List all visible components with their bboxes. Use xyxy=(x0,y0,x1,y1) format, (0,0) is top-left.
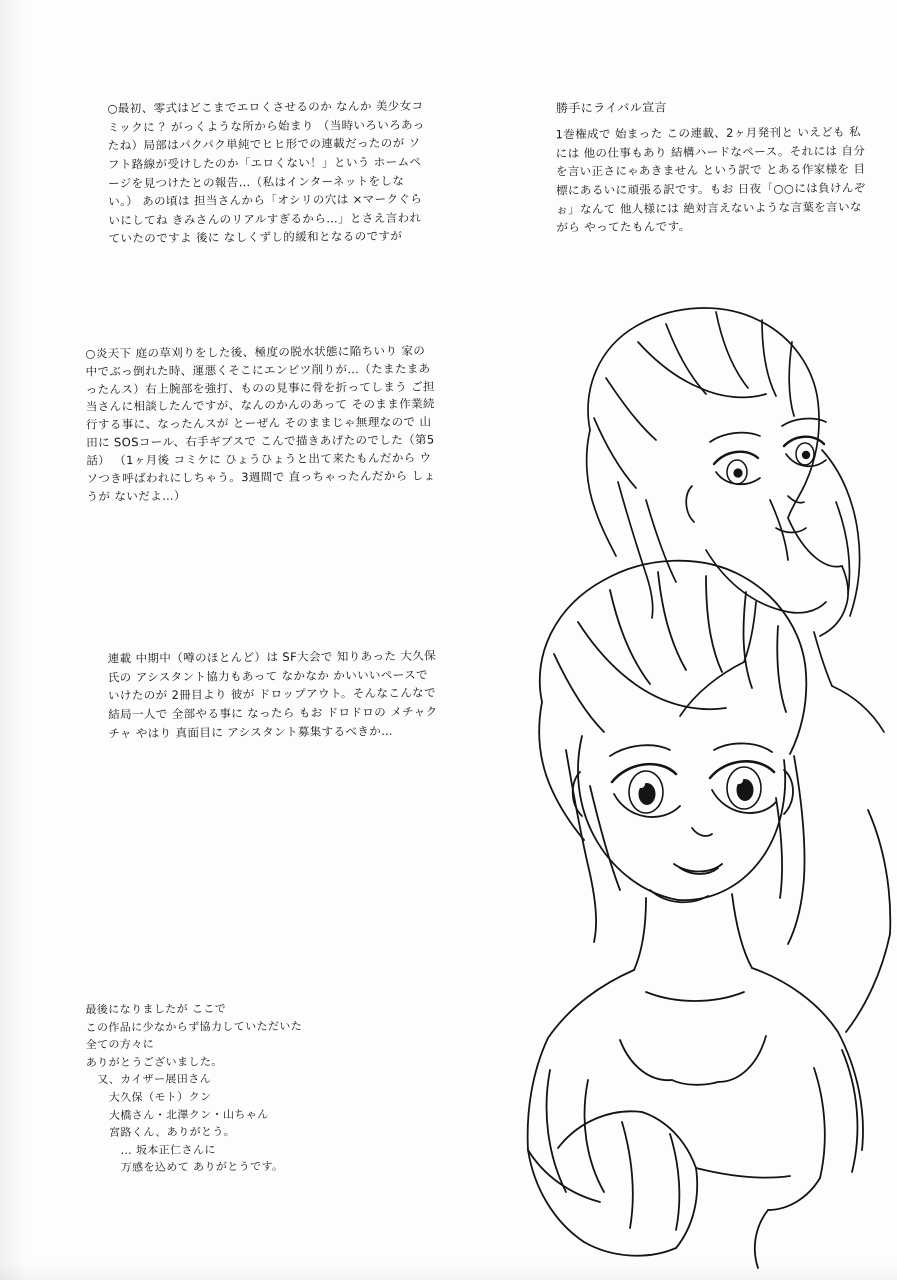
afterword-paragraph-2: ○炎天下 庭の草刈りをした後、極度の脱水状態に陥ちいり 家の中でぶっ倒れた時、運悪くそこにエンピツ削りが…（たまたまあったんス）右上腕部を強打、ものの見事に骨を折ってしまう ご担当さんに相談したんですが、なんのかんのあって そのまま作業続行する事に、なったんスが とーぜん そのままじゃ無理なので 山田に SOSコール、右手ギブスで こんで描きあげたのでした（第5話） （1ヶ月後 コミケに ひょうひょうと出て来たもんだから ウソつき呼ばわれにしちゃう。3週間で 直っちゃったんだから しょうが ないだよ…） xyxy=(85,343,436,504)
rival-declaration-heading: 勝手にライバル宣言 xyxy=(555,100,668,116)
afterword-credits: 最後になりましたが ここで この作品に少なからず協力していただいた 全ての方々に ありがとうございました。 又、カイザー展田さん 大久保（モト）クン 大橋さん・北澤クン・山ちゃん 宮路くん、ありがとう。 … 坂本正仁さんに 万感を込めて ありがとうです。 xyxy=(85,1002,303,1175)
scan-edge-left xyxy=(0,0,26,1280)
back-figure xyxy=(587,308,884,732)
afterword-paragraph-1: ○最初、零式はどこまでエロくさせるのか なんか 美少女コミックに ？がっくような所から始まり （当時いろいろあったね）局部はパクパク単純でヒヒ形での連載だったのが ソフト路線が受けしたのか「エロくない！」という ホームページを見つけたとの報告…（私はインターネットをしない。） あの頃は 担当さんから「オシリの穴は ×マークぐらいにしてね きみさんのリアルすぎるから…」とさえ言われていたのですよ 後に なしくずし的緩和となるのですが xyxy=(107,98,425,246)
front-figure xyxy=(528,561,891,1268)
afterword-paragraph-3: 連載 中期中（噂のほとんど）は SF大会で 知りあった 大久保氏の アシスタント協力もあって なかなか かいいいペースで いけたのが 2冊目より 彼が ドロップアウト。そんなこんなで 結局一人で 全部やる事に なったら もお ドロドロの メチャクチャ やはり 真面目に アシスタント募集するべきか… xyxy=(107,648,441,740)
illustration-line-art xyxy=(470,250,897,1280)
rival-declaration-body: 1巻権成で 始まった この連載、2ヶ月発刊と いえども 私には 他の仕事もあり 結構ハードなペース。それには 自分を言い正さにゃあきません という訳で とある作家様を 目標にあるいに頑張る訳です。もお 日夜「○○には負けんぞぉ」なんて 他人様には 絶対言えないような言葉を言いながら やってたもんです。 xyxy=(555,124,866,235)
